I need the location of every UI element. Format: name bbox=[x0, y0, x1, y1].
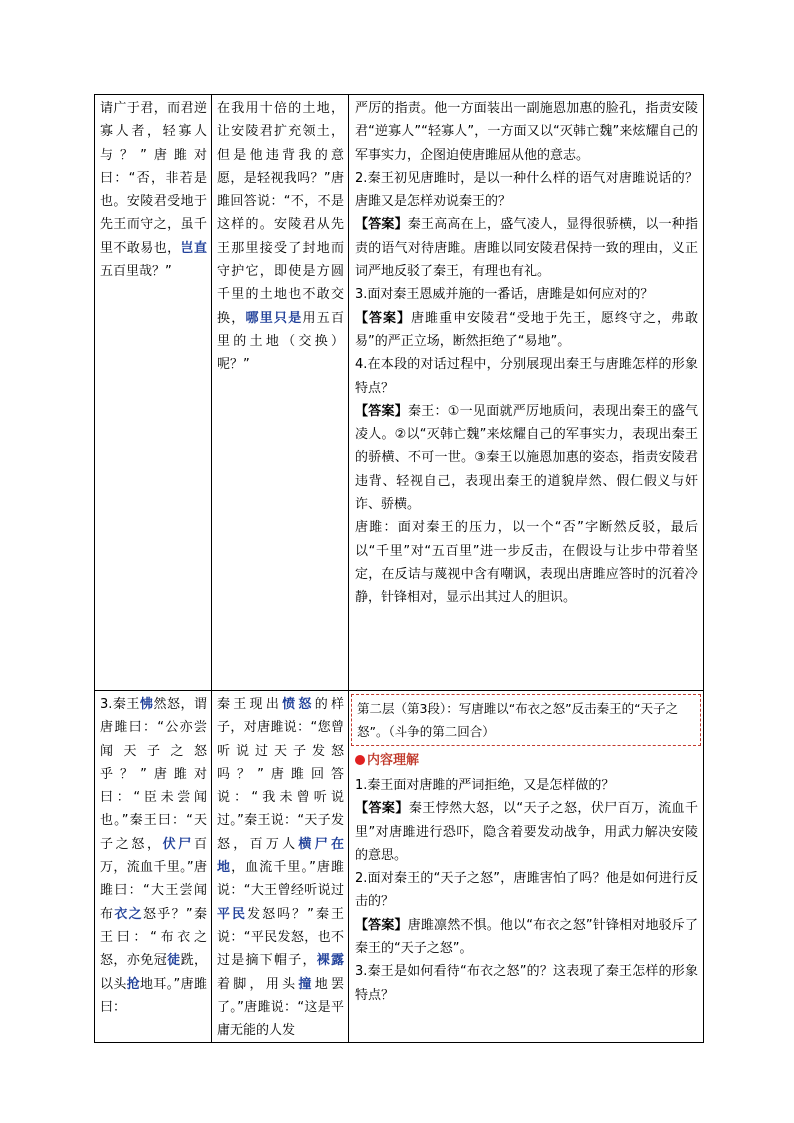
paragraph bbox=[355, 914, 698, 961]
answer-label: 【答案】 bbox=[355, 403, 409, 419]
text-run: 在我用十倍的土地，让安陵君扩充领土，但是他违背我的意愿，是轻视我吗？”唐雎回答说：“不，不是这样的。安陵君从先王那里接受了封地而守护它，即使是方圆千里的土地也不敢交换， bbox=[217, 101, 344, 326]
content-heading bbox=[349, 750, 703, 772]
text-run: 着脚，用头 bbox=[217, 976, 299, 992]
keyword-highlight: 伏尸 bbox=[162, 836, 194, 852]
paragraph bbox=[355, 283, 698, 306]
text-run: 2.秦王初见唐雎时，是以一种什么样的语气对唐雎说话的？唐雎又是怎样劝说秦王的？ bbox=[355, 170, 698, 210]
paragraph bbox=[355, 516, 698, 609]
text-run: 请广于君，而君逆寡人者，轻寡人与？”唐雎对曰：“否，非若是也。安陵君受地于先王而守之，虽千里不敢易也， bbox=[100, 101, 207, 256]
paragraph bbox=[355, 213, 698, 283]
classical-text bbox=[95, 691, 211, 1019]
text-run: 4.在本段的对话过程中，分别展现出秦王与唐雎怎样的形象特点？ bbox=[355, 357, 698, 396]
paragraph bbox=[355, 400, 698, 516]
table-row bbox=[95, 691, 704, 1043]
text-run: 秦王现出 bbox=[217, 697, 283, 712]
analysis-text bbox=[349, 95, 703, 610]
classical-text-cell bbox=[95, 95, 212, 691]
text-run: 地耳。”唐雎曰： bbox=[100, 976, 207, 1015]
text-run: 怒乎？”秦王曰：“布衣之怒，亦免冠 bbox=[100, 906, 207, 969]
text-run: 秦王高高在上，盛气凌人，显得很骄横，以一种指责的语气对待唐雎。唐雎以同安陵君保持一致的理由，义正词严地反驳了秦王，有理也有礼。 bbox=[355, 217, 698, 280]
paragraph bbox=[355, 797, 698, 867]
text-run: 唐雎：面对秦王的压力，以一个“否”字断然反驳，最后以“千里”对“五百里”进一步反击，在假设与让步中带着坚定，在反诘与蔑视中含有嘲讽，表现出唐雎应答时的沉着冷静，针锋相对，显示出其过人的胆识。 bbox=[355, 520, 698, 606]
keyword-highlight: 岂直 bbox=[180, 240, 207, 256]
keyword-highlight: 衣之 bbox=[114, 906, 143, 922]
text-run: 跣，以头 bbox=[100, 953, 207, 992]
text-run: 唐雎凛然不惧。他以“布衣之怒”针锋相对地驳斥了秦王的“天子之怒”。 bbox=[355, 917, 698, 957]
text-run: ，血流千里。”唐雎说：“大王曾经听说过 bbox=[217, 860, 344, 899]
text-run: 3.秦王 bbox=[100, 697, 140, 712]
paragraph bbox=[355, 353, 698, 400]
text-run: 1.秦王面对唐雎的严词拒绝，又是怎样做的？ bbox=[355, 778, 615, 793]
text-run: 然怒，谓唐雎曰：“公亦尝闻天子之怒乎？”唐雎对曰：“臣未尝闻也。”秦王曰：“天子之怒， bbox=[100, 697, 207, 852]
classical-text bbox=[95, 95, 211, 283]
text-run: 五百里哉？” bbox=[100, 264, 172, 280]
text-run: 的样子，对唐雎说：“您曾听说过天子发怒吗？”唐雎回答说：“我未曾听说过。”秦王说：“天子发怒，百万人 bbox=[217, 697, 344, 852]
answer-label: 【答案】 bbox=[355, 310, 412, 326]
paragraph bbox=[355, 307, 698, 354]
answer-label: 【答案】 bbox=[355, 217, 408, 233]
answer-label: 【答案】 bbox=[355, 917, 408, 933]
analysis-cell bbox=[349, 95, 704, 691]
red-dot-icon bbox=[355, 755, 365, 765]
keyword-highlight: 徒 bbox=[167, 953, 181, 969]
keyword-highlight: 愤怒 bbox=[282, 697, 315, 712]
text-run: 严厉的指责。他一方面装出一副施恩加惠的脸孔，指责安陵君“逆寡人”“轻寡人”，一方面又以“灭韩亡魏”来炫耀自己的军事实力，企图迫使唐雎屈从他的意志。 bbox=[355, 101, 698, 163]
layer-summary-text: 第二层（第3段）：写唐雎以“布衣之怒”反击秦王的“天子之怒”。（斗争的第二回合） bbox=[357, 701, 679, 739]
text-run: 2.面对秦王的“天子之怒”，唐雎害怕了吗？他是如何进行反击的？ bbox=[355, 871, 698, 910]
text-run: 用五百里的土地（交换）呢？” bbox=[217, 310, 344, 373]
keyword-highlight: 平民 bbox=[217, 906, 248, 922]
keyword-highlight: 撞 bbox=[298, 976, 315, 992]
analysis-text bbox=[349, 772, 703, 1007]
text-run: 3.面对秦王恩威并施的一番话，唐雎是如何应对的？ bbox=[355, 287, 654, 303]
paragraph bbox=[355, 774, 698, 797]
document-table bbox=[94, 94, 704, 1043]
text-run: 百万，流血千里。”唐雎曰：“大王尝闻布 bbox=[100, 836, 207, 922]
translation-cell bbox=[212, 691, 349, 1043]
analysis-cell bbox=[349, 691, 704, 1043]
translation-text bbox=[212, 691, 348, 1042]
translation-cell bbox=[212, 95, 349, 691]
text-run: 3.秦王是如何看待“布衣之怒”的？这表现了秦王怎样的形象特点？ bbox=[355, 964, 698, 1003]
content-heading-text: 内容理解 bbox=[367, 753, 420, 768]
text-run: 发怒吗？”秦王说：“平民发怒，也不过是摘下帽子， bbox=[217, 906, 344, 969]
keyword-highlight: 裸露 bbox=[316, 953, 344, 969]
keyword-highlight: 怫 bbox=[139, 697, 154, 712]
paragraph bbox=[355, 960, 698, 1007]
classical-text-cell bbox=[95, 691, 212, 1043]
text-run: 秦王悖然大怒，以“天子之怒，伏尸百万，流血千里”对唐雎进行恐吓，隐含着要发动战争，用武力解决安陵的意思。 bbox=[355, 801, 698, 863]
layer-summary-box bbox=[351, 694, 701, 746]
answer-label: 【答案】 bbox=[355, 801, 409, 817]
keyword-highlight: 哪里只是 bbox=[245, 310, 303, 326]
text-run: 秦王：①一见面就严厉地质问，表现出秦王的盛气凌人。②以“灭韩亡魏”来炫耀自己的军事实力，表现出秦王的骄横、不可一世。③秦王以施恩加惠的姿态，指责安陵君违背、轻视自己，表现出秦王的道貌岸然、假仁假义与奸诈、骄横。 bbox=[355, 403, 698, 513]
text-run: 唐雎重申安陵君“受地于先王，愿终守之，弗敢易”的严正立场，断然拒绝了“易地”。 bbox=[355, 310, 698, 349]
paragraph bbox=[355, 867, 698, 914]
keyword-highlight: 横尸在地 bbox=[217, 836, 344, 876]
table-row bbox=[95, 95, 704, 691]
translation-text bbox=[212, 95, 348, 377]
text-run: 地罢了。”唐雎说：“这是平庸无能的人发 bbox=[217, 976, 344, 1039]
keyword-highlight: 抢 bbox=[126, 976, 141, 992]
paragraph bbox=[355, 97, 698, 167]
paragraph bbox=[355, 167, 698, 214]
